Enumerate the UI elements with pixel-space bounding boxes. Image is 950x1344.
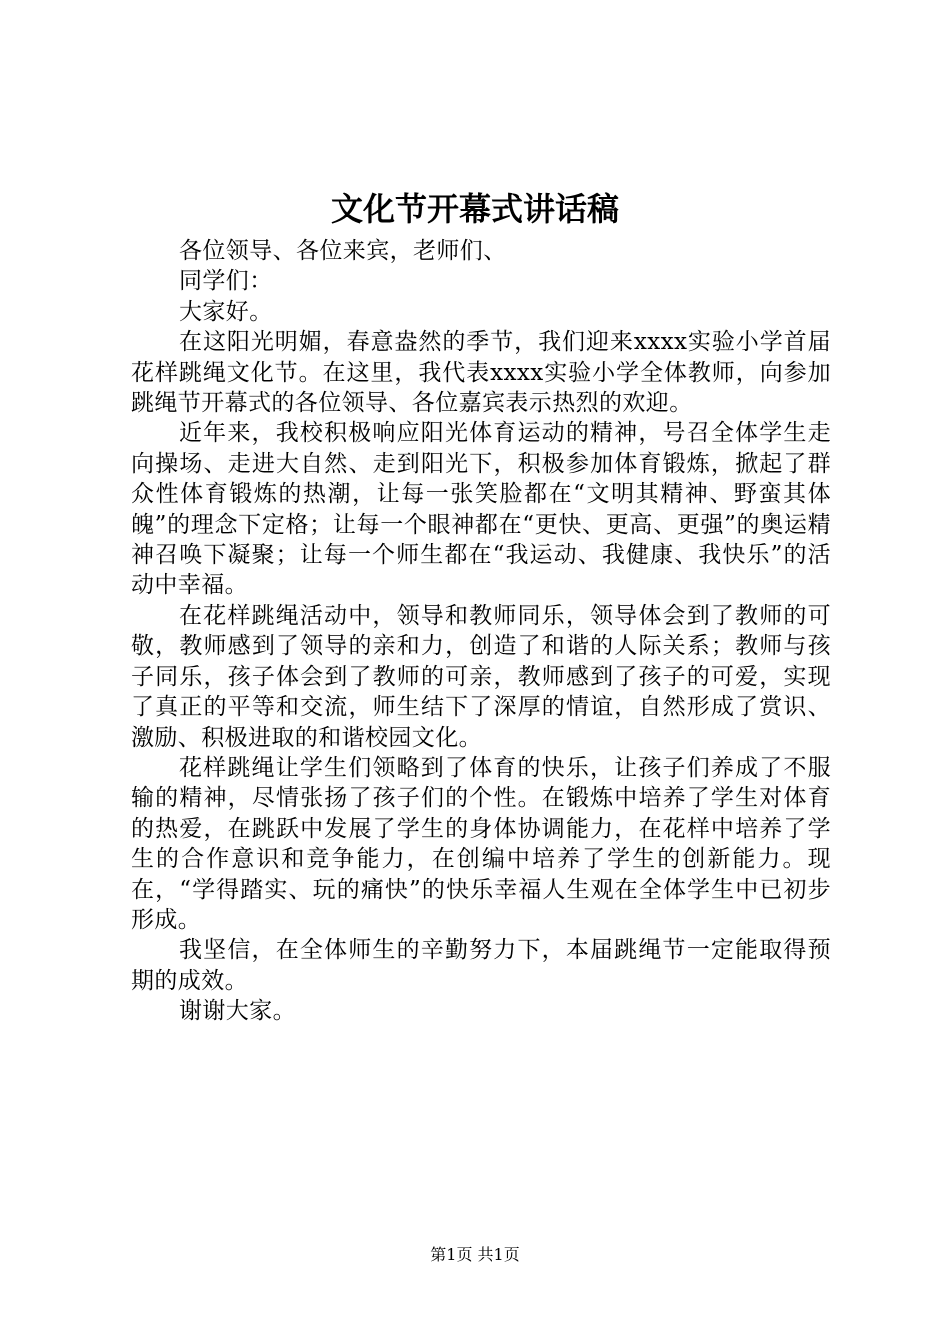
document-title: 文化节开幕式讲话稿 [330, 190, 619, 228]
salutation-line-2: 同学们： [179, 268, 273, 295]
closing-line: 谢谢大家。 [179, 998, 296, 1025]
page-number: 第1页 [430, 1245, 473, 1264]
paragraph-belief: 我坚信，在全体师生的辛勤努力下，本届跳绳节一定能取得预期的成效。 [131, 937, 831, 994]
page-footer [0, 1243, 950, 1267]
paragraph-benefits: 花样跳绳让学生们领略到了体育的快乐，让孩子们养成了不服输的精神，尽情张扬了孩子们的个性。在锻炼中培养了学生对体育的热爱，在跳跃中发展了学生的身体协调能力，在花样中培养了学生的合作意识和竞争能力，在创编中培养了学生的创新能力。现在，“学得踏实、玩的痛快”的快乐幸福人生观在全体学生中已初步形成。 [131, 754, 831, 933]
paragraph-harmony: 在花样跳绳活动中，领导和教师同乐，领导体会到了教师的可敬，教师感到了领导的亲和力，创造了和谐的人际关系；教师与孩子同乐，孩子体会到了教师的可亲，教师感到了孩子的可爱，实现了真正的平等和交流，师生结下了深厚的情谊，自然形成了赏识、激励、积极进取的和谐校园文化。 [131, 602, 831, 751]
document-body [131, 236, 831, 1027]
paragraph-sports-spirit: 近年来，我校积极响应阳光体育运动的精神，号召全体学生走向操场、走进大自然、走到阳光下，积极参加体育锻炼，掀起了群众性体育锻炼的热潮，让每一张笑脸都在“文明其精神、野蛮其体魄”的理念下定格；让每一个眼神都在“更快、更高、更强”的奥运精神召唤下凝聚；让每一个师生都在“我运动、我健康、我快乐”的活动中幸福。 [131, 420, 831, 599]
greeting-line: 大家好。 [179, 298, 273, 325]
salutation-line-1: 各位领导、各位来宾，老师们、 [179, 238, 507, 264]
page-total: 共1页 [477, 1245, 520, 1264]
paragraph-welcome: 在这阳光明媚，春意盎然的季节，我们迎来xxxx实验小学首届花样跳绳文化节。在这里，我代表xxxx实验小学全体教师，向参加跳绳节开幕式的各位领导、各位嘉宾表示热烈的欢迎。 [131, 329, 831, 417]
